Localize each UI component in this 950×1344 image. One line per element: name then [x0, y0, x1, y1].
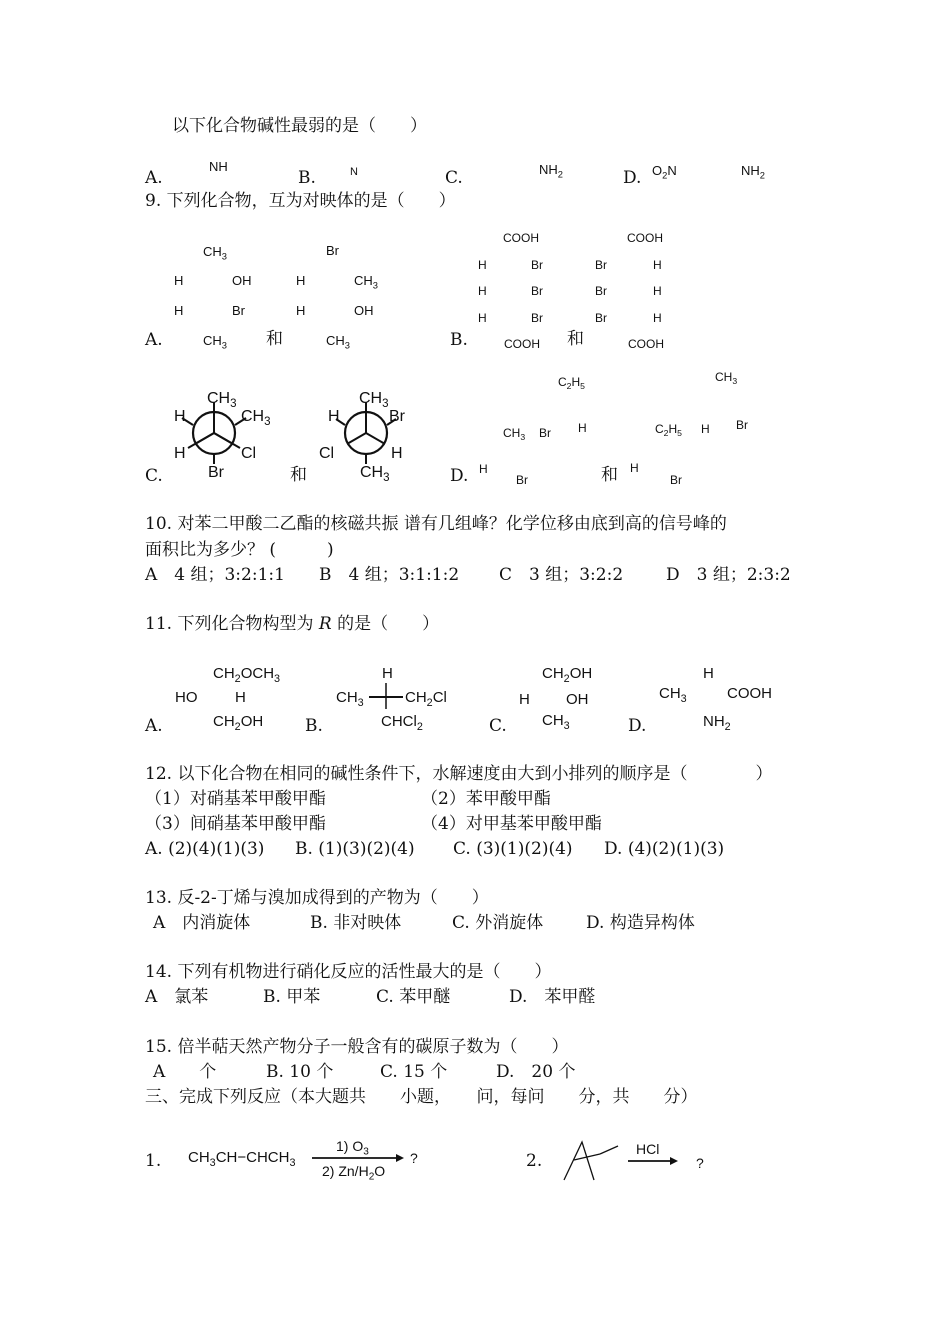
q9-b-right-row1-right: H: [653, 258, 662, 272]
q8-option-d-label: D.: [623, 168, 642, 188]
q9-b-right-row2-left: Br: [595, 284, 607, 298]
reaction-2-number: 2.: [526, 1151, 543, 1171]
q11-b-fischer-cross: [367, 683, 407, 709]
q11-c-left: H: [519, 691, 530, 708]
q8-option-b-label: B.: [298, 168, 316, 188]
q9-c-right-newman-circle: [342, 408, 392, 458]
q9-c-left-front-left: H: [174, 408, 186, 425]
q9-a-right-r2-left: H: [296, 303, 306, 318]
q14-option-a: A 氯苯: [145, 987, 209, 1007]
q9-c-right-back-left: Cl: [319, 445, 335, 462]
reaction-1-number: 1.: [145, 1151, 162, 1171]
q9-d-left-c2h5: $C_2H_5$: [558, 375, 585, 392]
q9-b-right-row3-right: H: [653, 311, 662, 325]
q13-option-c: C. 外消旋体: [452, 913, 544, 933]
q9-a-left-r1-left: H: [174, 273, 184, 288]
q10-stem-line2: 面积比为多少？ ( ): [145, 540, 334, 560]
q8-option-a-label: A.: [145, 168, 163, 188]
q12-stem: 12. 以下化合物在相同的碱性条件下，水解速度由大到小排列的顺序是（ ）: [145, 764, 773, 784]
q9-c-and: 和: [290, 465, 307, 485]
q11-a-right: H: [235, 689, 246, 706]
q11-c-bottom: $CH_3$: [542, 712, 570, 732]
q9-d-left-br-bottom: Br: [516, 473, 528, 487]
q9-d-left-h-bottom: H: [479, 462, 488, 476]
q9-b-left-bottom: COOH: [504, 337, 540, 351]
q9-d-and: 和: [601, 465, 618, 485]
q9-a-right-top: Br: [326, 243, 339, 258]
q9-d-right-br-bottom: Br: [670, 473, 682, 487]
q9-a-and: 和: [266, 329, 283, 349]
q9-a-left-bottom: $CH_3$: [203, 333, 227, 351]
q12-item-4: （4）对甲基苯甲酸甲酯: [421, 814, 602, 834]
q14-stem: 14. 下列有机物进行硝化反应的活性最大的是（ ）: [145, 962, 552, 982]
q9-d-left-br-top: Br: [539, 426, 551, 440]
q9-c-left-front-right: $CH_3$: [241, 408, 271, 429]
q9-d-right-h-top: H: [701, 422, 710, 436]
q9-b-left-row3-right: Br: [531, 311, 543, 325]
q11-b-bottom: CHCl$_2$: [381, 713, 423, 733]
q9-c-left-front-top: $CH_3$: [207, 390, 237, 411]
q9-b-left-row2-right: Br: [531, 284, 543, 298]
q8-option-c-formula: $NH_2$: [539, 162, 563, 180]
q9-option-b-label: B.: [450, 330, 468, 350]
q12-item-2: （2）苯甲酸甲酯: [421, 789, 551, 809]
q10-option-c: C 3 组；3:2:2: [499, 565, 624, 585]
q9-c-left-back-left: H: [174, 445, 186, 462]
q11-c-right: OH: [566, 691, 589, 708]
q9-a-right-r1-right: $CH_3$: [354, 273, 378, 291]
q15-option-a: A 个: [153, 1062, 217, 1082]
q9-b-right-row3-left: Br: [595, 311, 607, 325]
q13-option-b: B. 非对映体: [310, 913, 402, 933]
q11-a-bottom: $CH_2OH$: [213, 713, 264, 733]
q12-item-3: （3）间硝基苯甲酸甲酯: [145, 814, 326, 834]
q9-a-right-r1-left: H: [296, 273, 306, 288]
q9-c-right-back-right: H: [391, 445, 403, 462]
q9-c-right-back-bottom: $CH_3$: [360, 464, 390, 485]
q9-option-d-label: D.: [450, 466, 469, 486]
reaction-1-arrow: [312, 1153, 404, 1163]
reaction-1-condition-top: 1) $O_3$: [336, 1138, 369, 1158]
q9-b-left-top: COOH: [503, 231, 539, 245]
q15-stem: 15. 倍半萜天然产物分子一般含有的碳原子数为（ ）: [145, 1037, 569, 1057]
reaction-1-product: ?: [410, 1150, 418, 1166]
q9-c-left-back-bottom: Br: [208, 464, 224, 481]
q13-option-a: A 内消旋体: [153, 913, 251, 933]
q9-a-left-top: $CH_3$: [203, 244, 227, 262]
q11-d-left: $CH_3$: [659, 685, 687, 705]
q11-option-a-label: A.: [145, 716, 163, 736]
q15-option-c: C. 15 个: [380, 1062, 448, 1082]
q9-d-left-ch3: $CH_3$: [503, 426, 526, 443]
reaction-2-arrow: [628, 1156, 678, 1166]
q11-b-top: H: [382, 665, 393, 682]
q9-c-left-back-right: Cl: [241, 445, 257, 462]
q14-option-c: C. 苯甲醚: [376, 987, 451, 1007]
q8-option-c-label: C.: [445, 168, 463, 188]
reaction-1-condition-bottom: 2) $Zn/H_2O$: [322, 1163, 386, 1183]
q12-option-b: B. (1)(3)(2)(4): [295, 839, 415, 859]
q11-stem-b: 的是（ ）: [337, 614, 440, 634]
q8-option-b-formula: N: [350, 166, 358, 178]
q15-option-b: B. 10 个: [266, 1062, 334, 1082]
q11-c-top: $CH_2OH$: [542, 665, 593, 685]
q11-option-c-label: C.: [489, 716, 507, 736]
q8-option-a-formula: NH: [209, 159, 228, 174]
q9-a-left-r1-right: OH: [232, 273, 252, 288]
q11-a-left: HO: [175, 689, 198, 706]
q9-a-right-r2-right: OH: [354, 303, 374, 318]
q9-c-right-front-left: H: [328, 408, 340, 425]
q9-a-right-bottom: $CH_3$: [326, 333, 350, 351]
q9-b-and: 和: [567, 329, 584, 349]
q11-option-d-label: D.: [628, 716, 647, 736]
q15-option-d: D. 20 个: [496, 1062, 576, 1082]
q14-option-d: D. 苯甲醛: [509, 987, 596, 1007]
q12-option-a: A. (2)(4)(1)(3): [145, 839, 265, 859]
q13-option-d: D. 构造异构体: [586, 913, 695, 933]
q9-b-left-row3-left: H: [478, 311, 487, 325]
q12-option-d: D. (4)(2)(1)(3): [604, 839, 725, 859]
q9-d-right-h-bottom: H: [630, 461, 639, 475]
q11-a-top: $CH_2OCH_3$: [213, 665, 281, 685]
q11-d-right: COOH: [727, 685, 772, 702]
q14-option-b: B. 甲苯: [263, 987, 321, 1007]
q8-stem: 以下化合物碱性最弱的是（ ）: [172, 116, 427, 136]
reaction-2-product: ?: [696, 1155, 704, 1171]
q8-option-d-formula-right: $NH_2$: [741, 163, 765, 181]
q9-d-right-c2h5: $C_2H_5$: [655, 422, 682, 439]
q9-c-right-front-top: $CH_3$: [359, 390, 389, 411]
q9-stem: 9. 下列化合物，互为对映体的是（ ）: [145, 191, 456, 211]
q9-b-right-row2-right: H: [653, 284, 662, 298]
q9-c-left-newman-circle: [190, 408, 240, 458]
q10-option-a: A 4 组；3:2:1:1: [145, 565, 285, 585]
q12-option-c: C. (3)(1)(2)(4): [453, 839, 573, 859]
q9-b-left-row1-left: H: [478, 258, 487, 272]
q11-stem-r: R: [318, 614, 332, 634]
q11-d-top: H: [703, 665, 714, 682]
q9-option-a-label: A.: [145, 330, 163, 350]
q10-option-d: D 3 组；2:3:2: [666, 565, 791, 585]
reaction-1-reactant: $CH_3CH-CHCH_3$: [188, 1149, 296, 1169]
q9-b-left-row2-left: H: [478, 284, 487, 298]
q9-b-right-top: COOH: [627, 231, 663, 245]
q9-a-left-r2-right: Br: [232, 303, 245, 318]
q9-a-left-r2-left: H: [174, 303, 184, 318]
q12-item-1: （1）对硝基苯甲酸甲酯: [145, 789, 326, 809]
q9-b-left-row1-right: Br: [531, 258, 543, 272]
q8-option-d-formula-left: $O_2N$: [652, 163, 677, 181]
q11-option-b-label: B.: [305, 716, 323, 736]
q11-b-right: $CH_2Cl$: [405, 689, 447, 709]
q11-stem-a: 11. 下列化合物构型为: [145, 614, 314, 634]
q11-d-bottom: $NH_2$: [703, 713, 731, 733]
q13-stem: 13. 反-2-丁烯与溴加成得到的产物为（ ）: [145, 888, 489, 908]
q11-stem: [145, 614, 439, 634]
reaction-2-reagent: HCl: [636, 1141, 660, 1157]
q10-option-b: B 4 组；3:1:1:2: [319, 565, 460, 585]
section3-title: 三、完成下列反应（本大题共 小题， 问，每问 分，共 分）: [145, 1087, 698, 1107]
q9-c-right-front-right: Br: [389, 408, 405, 425]
q9-d-right-br-top: Br: [736, 418, 748, 432]
q9-b-right-row1-left: Br: [595, 258, 607, 272]
q9-d-left-h-top: H: [578, 421, 587, 435]
q10-stem-line1: 10. 对苯二甲酸二乙酯的核磁共振 谱有几组峰？化学位移由底到高的信号峰的: [145, 514, 727, 534]
q9-d-right-ch3: $CH_3$: [715, 370, 738, 387]
q11-b-left: $CH_3$: [336, 689, 364, 709]
q9-b-right-bottom: COOH: [628, 337, 664, 351]
q9-option-c-label: C.: [145, 466, 163, 486]
reaction-2-cyclopropane-icon: [560, 1138, 620, 1184]
